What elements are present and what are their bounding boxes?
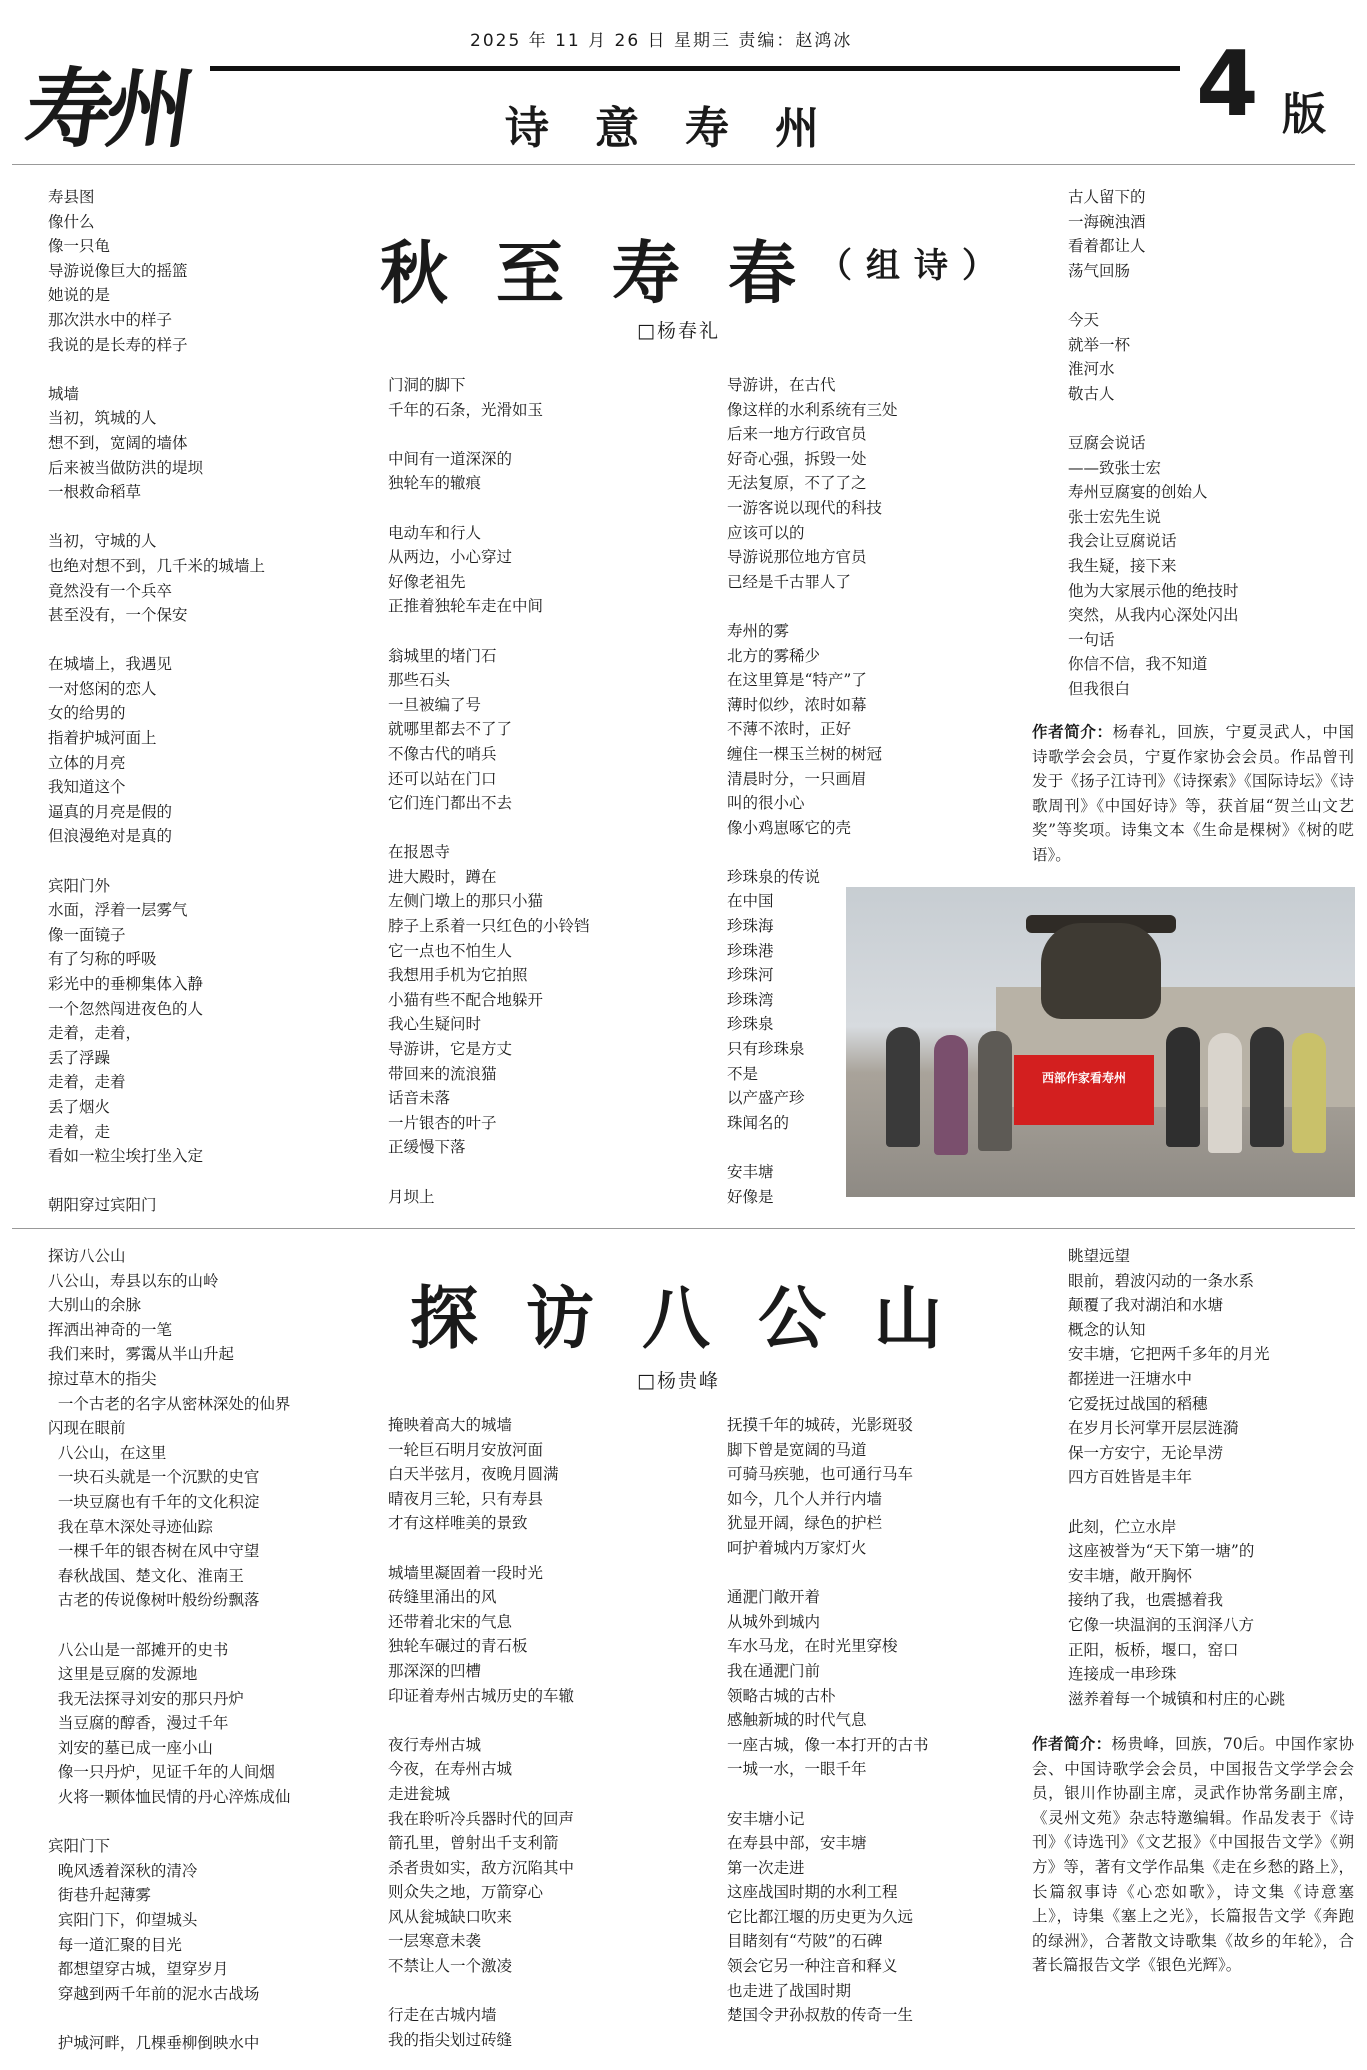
article2-bio-text: 杨贵峰，回族，70后。中国作家协会、中国诗歌学会会员，中国报告文学学会会员，银川作协副主席，灵武作协常务副主席，《灵州文苑》杂志特邀编辑。作品发表于《诗刊》《诗选刊》《文艺报》《中国报告文学》《朔方》等，著有文学作品集《走在乡愁的路上》，长篇叙事诗《心恋如歌》，诗文集《诗意塞上》，诗集《塞上之光》，长篇报告文学《奔跑的绿洲》，合著散文诗歌集《故乡的年轮》，合著长篇报告文学《银色光辉》。 — [1032, 1735, 1354, 1975]
article1-author-bio — [1032, 720, 1354, 868]
article1-bio-text: 杨春礼，回族，宁夏灵武人，中国诗歌学会会员，宁夏作家协会会员。作品曾刊发于《扬子江诗刊》《诗探索》《国际诗坛》《诗歌周刊》《中国好诗》等，获首届“贺兰山文艺奖”等奖项。诗集文本《生命是棵树》《树的呓语》。 — [1032, 723, 1354, 864]
masthead-rule — [210, 66, 1180, 71]
article1-subtitle: （组诗） — [818, 246, 1010, 286]
page-number: 4 — [1196, 32, 1259, 137]
article1-column-2: 门洞的脚下 千年的石条，光滑如玉 中间有一道深深的 独轮车的辙痕 电动车和行人 从两边，小心穿过 好像老祖先 正推着独轮车走在中间 翁城里的堵门石 那些石头 一旦被编了号 就哪里都去不了了 不像古代的哨兵 还可以站在门口 它们连门都出不去 在报恩寺 进大殿时，蹲在 左侧门墩上的那只小猫 脖子上系着一只红色的小铃铛 它一点也不怕生人 我想用手机为它拍照 小猫有些不配合地躲开 我心生疑问时 导游讲，它是方丈 带回来的流浪猫 话音未落 一片银杏的叶子 正缓慢下落 月坝上 — [388, 376, 590, 1206]
article2-byline: □杨贵峰 — [637, 1370, 720, 1392]
article2-author-bio — [1032, 1732, 1354, 1978]
group-photo — [846, 887, 1355, 1197]
article2-title: 探访八公山 — [410, 1279, 991, 1359]
article2-column-1: 探访八公山 八公山，寿县以东的山岭 大别山的余脉 挥洒出神奇的一笔 我们来时，雾霭从半山升起 掠过草木的指尖 一个古老的名字从密林深处的仙界 闪现在眼前 八公山，在这里 一块石头就是一个沉默的史官 一块豆腐也有千年的文化积淀 我在草木深处寻迹仙踪 一棵千年的银杏树在风中守望 春秋战国、楚文化、淮南王 古老的传说像树叶般纷纷飘落 八公山是一部摊开的史书 这里是豆腐的发源地 我无法探寻刘安的那只丹炉 当豆腐的醇香，漫过千年 刘安的墓已成一座小山 像一只丹炉，见证千年的人间烟 火将一颗体恤民情的丹心淬炼成仙 宾阳门下 晚风透着深秋的清冷 街巷升起薄雾 宾阳门下，仰望城头 每一道汇聚的目光 都想望穿古城，望穿岁月 穿越到两千年前的泥水古战场 护城河畔，几棵垂柳倒映水中 — [48, 1247, 291, 2052]
photo-bronze-urn — [1041, 923, 1161, 1019]
section-divider-middle — [12, 1228, 1355, 1229]
page-label: 版 — [1282, 89, 1326, 140]
photo-person — [886, 1027, 920, 1147]
photo-person — [1208, 1033, 1242, 1153]
photo-person — [1292, 1033, 1326, 1153]
article1-column-4: 古人留下的 一海碗浊酒 看着都让人 荡气回肠 今天 就举一杯 淮河水 敬古人 豆腐会说话 ——致张士宏 寿州豆腐宴的创始人 张士宏先生说 我会让豆腐说话 我生疑，接下来 他为大家展示他的绝技时 突然，从我内心深处闪出 一句话 你信不信，我不知道 但我很白 — [1068, 188, 1239, 698]
article1-title: 秋至寿春 — [380, 234, 845, 314]
article1-column-3: 导游讲，在古代 像这样的水利系统有三处 后来一地方行政官员 好奇心强，拆毁一处 无法复原，不了了之 一游客说以现代的科技 应该可以的 导游说那位地方官员 已经是千古罪人了 寿州的雾 北方的雾稀少 在这里算是“特产”了 薄时似纱，浓时如幕 不薄不浓时，正好 缠住一棵玉兰树的树冠 清晨时分，一只画眉 叫的很小心 像小鸡崽啄它的壳 珍珠泉的传说 在中国 珍珠海 珍珠港 珍珠河 珍珠湾 珍珠泉 只有珍珠泉 不是 以产盛产珍 珠闻名的 安丰塘 好像是 — [727, 376, 898, 1206]
photo-person — [1166, 1027, 1200, 1147]
article1-byline: □杨春礼 — [637, 320, 720, 342]
section-divider-top — [12, 164, 1355, 165]
photo-person — [978, 1031, 1012, 1151]
dateline: 2025 年 11 月 26 日 星期三 责编：赵鸿冰 — [470, 31, 853, 51]
photo-person — [934, 1035, 968, 1155]
article1-column-1: 寿县图 像什么 像一只龟 导游说像巨大的摇篮 她说的是 那次洪水中的样子 我说的是长寿的样子 城墙 当初，筑城的人 想不到，宽阔的墙体 后来被当做防洪的堤坝 一根救命稻草 当初，守城的人 也绝对想不到，几千米的城墙上 竟然没有一个兵卒 甚至没有，一个保安 在城墙上，我遇见 一对悠闲的恋人 女的给男的 指着护城河面上 立体的月亮 我知道这个 逼真的月亮是假的 但浪漫绝对是真的 宾阳门外 水面，浮着一层雾气 像一面镜子 有了匀称的呼吸 彩光中的垂柳集体入静 一个忽然闯进夜色的人 走着，走着， 丢了浮躁 走着，走着 丢了烟火 走着，走 看如一粒尘埃打坐入定 朝阳穿过宾阳门 — [48, 188, 266, 1215]
article2-column-4: 眺望远望 眼前，碧波闪动的一条水系 颠覆了我对湖泊和水塘 概念的认知 安丰塘，它把两千多年的月光 都搓进一汪塘水中 它爱抚过战国的稻穗 在岁月长河掌开层层涟漪 保一方安宁，无论旱涝 四方百姓皆是丰年 此刻，伫立水岸 这座被誉为“天下第一塘”的 安丰塘，敞开胸怀 接纳了我，也震撼着我 它像一块温润的玉润泽八方 正阳，板桥，堰口，窑口 连接成一串珍珠 滋养着每一个城镇和村庄的心跳 — [1068, 1247, 1286, 1708]
photo-person — [1250, 1027, 1284, 1147]
photo-banner: 西部作家看寿州 — [1014, 1055, 1154, 1125]
page-title: 诗意寿州 — [505, 103, 865, 154]
article2-column-3: 抚摸千年的城砖，光影斑驳 脚下曾是宽阔的马道 可骑马疾驰，也可通行马车 如今，几个人并行内墙 犹显开阔，绿色的护栏 呵护着城内万家灯火 通淝门敞开着 从城外到城内 车水马龙，在时光里穿梭 我在通淝门前 领略古城的古朴 感触新城的时代气息 一座古城，像一本打开的古书 一城一水，一眼千年 安丰塘小记 在寿县中部，安丰塘 第一次走进 这座战国时期的水利工程 它比都江堰的历史更为久远 目睹刻有“芍陂”的石碑 领会它另一种注音和释义 也走进了战国时期 楚国令尹孙叔敖的传奇一生 — [727, 1416, 929, 2025]
article1-bio-label: 作者简介： — [1032, 723, 1113, 741]
masthead-logo: 寿州 — [19, 59, 195, 160]
article2-column-2: 掩映着高大的城墙 一轮巨石明月安放河面 白天半弦月，夜晚月圆满 晴夜月三轮，只有寿县 才有这样唯美的景致 城墙里凝固着一段时光 砖缝里涌出的风 还带着北宋的气息 独轮车碾过的青石板 那深深的凹槽 印证着寿州古城历史的车辙 夜行寿州古城 今夜，在寿州古城 走进瓮城 我在聆听冷兵器时代的回声 箭孔里，曾射出千支利箭 杀者贵如实，敌方沉陷其中 则众失之地，万箭穿心 风从瓮城缺口吹来 一层寒意未袭 不禁让人一个激凌 行走在古城内墙 我的指尖划过砖缝 — [388, 1416, 575, 2049]
article2-bio-label: 作者简介： — [1032, 1735, 1112, 1753]
